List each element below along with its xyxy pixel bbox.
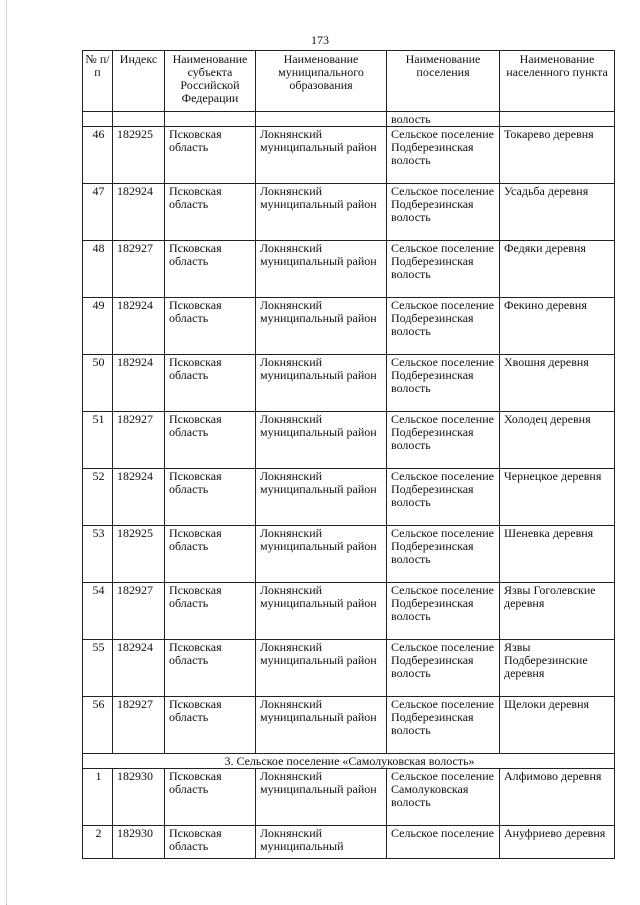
cell-municipality: Локнянский муниципальный район xyxy=(256,769,387,826)
cell-subject: Псковская область xyxy=(165,127,256,184)
section-title: 3. Сельское поселение «Самолуковская волость» xyxy=(83,754,615,769)
cell-index: 182930 xyxy=(113,826,165,859)
header-subject: Наименование субъекта Российской Федерации xyxy=(165,51,256,112)
cell-municipality: Локнянский муниципальный район xyxy=(256,412,387,469)
cell-num: 49 xyxy=(83,298,113,355)
cell-subject: Псковская область xyxy=(165,355,256,412)
header-settlement: Наименование поселения xyxy=(387,51,500,112)
cell-settlement: Сельское поселение Подберезинская волость xyxy=(387,241,500,298)
cell-locality xyxy=(500,112,615,127)
cell-subject: Псковская область xyxy=(165,769,256,826)
cell-num: 48 xyxy=(83,241,113,298)
cell-locality: Токарево деревня xyxy=(500,127,615,184)
cell-subject: Псковская область xyxy=(165,526,256,583)
settlements-table xyxy=(82,50,615,859)
cell-index: 182925 xyxy=(113,526,165,583)
cell-municipality: Локнянский муниципальный район xyxy=(256,298,387,355)
cell-subject: Псковская область xyxy=(165,412,256,469)
header-locality: Наименование населенного пункта xyxy=(500,51,615,112)
cell-num: 50 xyxy=(83,355,113,412)
cell-municipality: Локнянский муниципальный район xyxy=(256,583,387,640)
cell-subject: Псковская область xyxy=(165,826,256,859)
cell-settlement: Сельское поселение Подберезинская волость xyxy=(387,697,500,754)
cell-num: 46 xyxy=(83,127,113,184)
table-header-row xyxy=(83,51,615,112)
cell-locality: Алфимово деревня xyxy=(500,769,615,826)
cell-num: 52 xyxy=(83,469,113,526)
cell-municipality: Локнянский муниципальный район xyxy=(256,127,387,184)
cell-num: 55 xyxy=(83,640,113,697)
cell-locality: Хвошня деревня xyxy=(500,355,615,412)
cell-locality: Холодец деревня xyxy=(500,412,615,469)
cell-municipality: Локнянский муниципальный район xyxy=(256,241,387,298)
cell-subject: Псковская область xyxy=(165,469,256,526)
cell-settlement: волость xyxy=(387,112,500,127)
cell-index: 182924 xyxy=(113,469,165,526)
cell-subject: Псковская область xyxy=(165,241,256,298)
cell-settlement: Сельское поселение Подберезинская волость xyxy=(387,526,500,583)
table-row xyxy=(83,697,615,754)
table-row xyxy=(83,640,615,697)
cell-municipality: Локнянский муниципальный район xyxy=(256,697,387,754)
cell-index: 182927 xyxy=(113,697,165,754)
cell-index: 182930 xyxy=(113,769,165,826)
cell-num: 51 xyxy=(83,412,113,469)
cell-municipality: Локнянский муниципальный xyxy=(256,826,387,859)
cell-index: 182924 xyxy=(113,355,165,412)
cell-num: 1 xyxy=(83,769,113,826)
cell-index: 182925 xyxy=(113,127,165,184)
cell-municipality: Локнянский муниципальный район xyxy=(256,526,387,583)
cell-index: 182924 xyxy=(113,640,165,697)
page-number: 173 xyxy=(311,33,329,47)
continuation-row xyxy=(83,112,615,127)
table-row xyxy=(83,412,615,469)
cell-settlement: Сельское поселение Подберезинская волость xyxy=(387,355,500,412)
cell-settlement: Сельское поселение Самолуковская волость xyxy=(387,769,500,826)
cell-num: 53 xyxy=(83,526,113,583)
cell-settlement: Сельское поселение Подберезинская волость xyxy=(387,640,500,697)
cell-num: 54 xyxy=(83,583,113,640)
cell-settlement: Сельское поселение Подберезинская волость xyxy=(387,412,500,469)
cell-municipality: Локнянский муниципальный район xyxy=(256,184,387,241)
table-row xyxy=(83,526,615,583)
cell-locality: Язвы Подберезинские деревня xyxy=(500,640,615,697)
cell-locality: Ануфриево деревня xyxy=(500,826,615,859)
header-municipality: Наименование муниципального образования xyxy=(256,51,387,112)
section-heading-row xyxy=(83,754,615,769)
cell-settlement: Сельское поселение Подберезинская волость xyxy=(387,298,500,355)
cell-index: 182924 xyxy=(113,184,165,241)
header-index: Индекс xyxy=(113,51,165,112)
cell-settlement: Сельское поселение Подберезинская волость xyxy=(387,583,500,640)
cell-municipality: Локнянский муниципальный район xyxy=(256,355,387,412)
cell-index: 182927 xyxy=(113,412,165,469)
cell-index xyxy=(113,112,165,127)
cell-subject: Псковская область xyxy=(165,184,256,241)
cell-locality: Шеневка деревня xyxy=(500,526,615,583)
cell-locality: Язвы Гоголевские деревня xyxy=(500,583,615,640)
cell-index: 182927 xyxy=(113,241,165,298)
cell-locality: Федяки деревня xyxy=(500,241,615,298)
cell-locality: Чернецкое деревня xyxy=(500,469,615,526)
table-row xyxy=(83,184,615,241)
cell-municipality: Локнянский муниципальный район xyxy=(256,640,387,697)
cell-subject: Псковская область xyxy=(165,640,256,697)
cell-settlement: Сельское поселение xyxy=(387,826,500,859)
cell-subject: Псковская область xyxy=(165,298,256,355)
cell-num: 56 xyxy=(83,697,113,754)
cell-index: 182924 xyxy=(113,298,165,355)
cell-municipality: Локнянский муниципальный район xyxy=(256,469,387,526)
table-row xyxy=(83,355,615,412)
scan-margin-line xyxy=(6,0,7,905)
cell-index: 182927 xyxy=(113,583,165,640)
cell-settlement: Сельское поселение Подберезинская волость xyxy=(387,127,500,184)
table-row xyxy=(83,127,615,184)
cell-subject: Псковская область xyxy=(165,697,256,754)
table-row xyxy=(83,469,615,526)
cell-settlement: Сельское поселение Подберезинская волость xyxy=(387,184,500,241)
cell-subject xyxy=(165,112,256,127)
table-row xyxy=(83,769,615,826)
cell-num: 2 xyxy=(83,826,113,859)
table-row xyxy=(83,298,615,355)
cell-municipality xyxy=(256,112,387,127)
cell-subject: Псковская область xyxy=(165,583,256,640)
cell-locality: Щелоки деревня xyxy=(500,697,615,754)
cell-locality: Фекино деревня xyxy=(500,298,615,355)
table-row xyxy=(83,241,615,298)
cell-settlement: Сельское поселение Подберезинская волость xyxy=(387,469,500,526)
table-row xyxy=(83,826,615,859)
cell-num xyxy=(83,112,113,127)
table-row xyxy=(83,583,615,640)
cell-num: 47 xyxy=(83,184,113,241)
cell-locality: Усадьба деревня xyxy=(500,184,615,241)
header-num: № п/п xyxy=(83,51,113,112)
